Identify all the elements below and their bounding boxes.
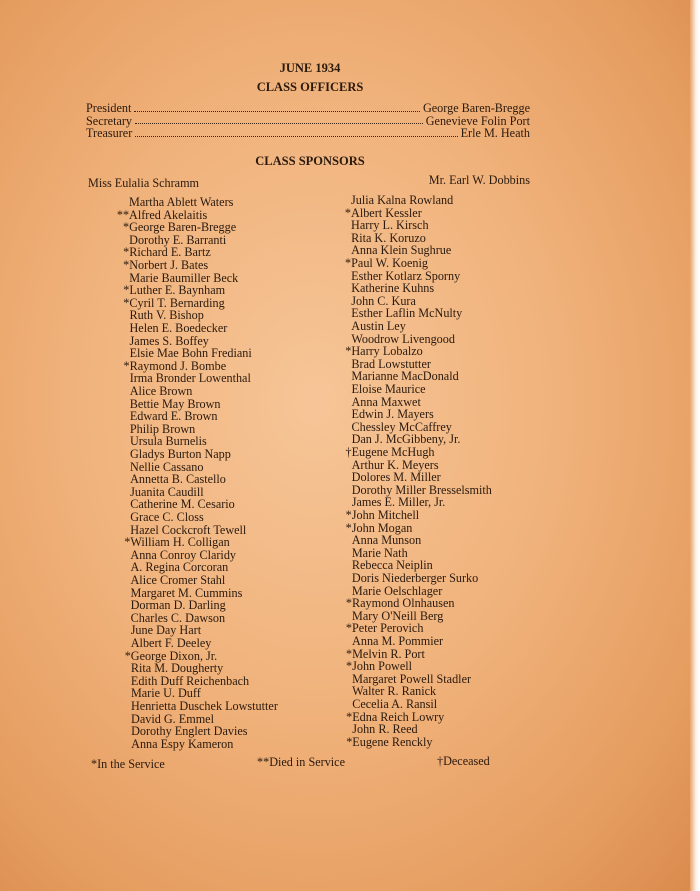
status-mark: † <box>345 445 352 459</box>
person-name: Rita M. Dougherty <box>130 661 224 676</box>
person-name: Peter Perovich <box>352 621 424 636</box>
person-name: Anna Klein Sughrue <box>351 243 452 258</box>
person-name: Rebecca Neiplin <box>351 558 433 573</box>
name-entry <box>131 738 233 751</box>
person-name: Katherine Kuhns <box>351 281 435 296</box>
person-name: Richard E. Bartz <box>129 245 211 260</box>
person-name: Marie Oelschlager <box>351 583 443 598</box>
person-name: Marie Baumiller Beck <box>129 270 239 285</box>
person-name: William H. Colligan <box>130 535 230 550</box>
person-name: Marianne MacDonald <box>351 369 459 384</box>
officer-treasurer <box>86 127 530 140</box>
person-name: Luther E. Baynham <box>129 283 226 298</box>
person-name: Albert F. Deeley <box>130 636 212 650</box>
officer-role: President <box>86 101 132 115</box>
date-heading: JUNE 1934 <box>279 61 341 75</box>
person-name: Hazel Cockcroft Tewell <box>130 522 247 537</box>
person-name: Ursula Burnelis <box>129 434 207 449</box>
person-name: Marie Nath <box>351 545 408 560</box>
status-mark: * <box>123 245 130 260</box>
person-name: Raymond Olnhausen <box>351 596 455 611</box>
person-name: Walter R. Ranick <box>352 684 437 699</box>
legend-in-service: *In the Service <box>91 757 165 771</box>
person-name: June Day Hart <box>130 623 202 638</box>
person-name: Philip Brown <box>129 421 196 436</box>
status-mark: * <box>346 709 353 724</box>
person-name: Mary O'Neill Berg <box>351 608 444 623</box>
person-name: Esther Laflin McNulty <box>351 306 463 321</box>
person-name: James E. Miller, Jr. <box>351 495 446 510</box>
name-entry <box>346 734 433 749</box>
person-name: Irma Bronder Lowenthal <box>129 371 251 386</box>
person-name: Harry Lobalzo <box>351 344 423 359</box>
sponsors-heading: CLASS SPONSORS <box>255 154 365 168</box>
person-name: Melvin R. Port <box>352 646 425 661</box>
person-name: Nellie Cassano <box>130 459 204 474</box>
person-name: Edwin J. Mayers <box>351 407 434 422</box>
page-edge <box>690 0 700 891</box>
person-name: Dorman D. Darling <box>130 598 226 613</box>
person-name: Anna Munson <box>351 533 422 548</box>
person-name: John R. Reed <box>352 722 418 737</box>
status-mark: ** <box>116 207 130 222</box>
person-name: A. Regina Corcoran <box>130 560 229 575</box>
status-mark: * <box>123 220 130 235</box>
status-mark: * <box>345 621 353 636</box>
person-name: Henrietta Duschek Lowstutter <box>131 699 278 713</box>
person-name: Charles C. Dawson <box>130 610 226 625</box>
person-name: Eugene McHugh <box>351 445 435 459</box>
person-name: Rita K. Koruzo <box>351 230 426 245</box>
person-name: David G. Emmel <box>131 711 214 726</box>
person-name: Margaret Powell Stadler <box>352 671 472 686</box>
person-name: Bettie May Brown <box>129 396 221 411</box>
person-name: Doris Niederberger Surko <box>351 571 479 585</box>
person-name: John Powell <box>352 659 413 674</box>
person-name: Juanita Caudill <box>130 484 204 499</box>
person-name: John C. Kura <box>351 293 416 308</box>
person-name: Brad Lowstutter <box>351 356 431 371</box>
status-mark: * <box>346 734 353 749</box>
person-name: Dorothy Englert Davies <box>131 724 248 739</box>
person-name: Alfred Akelaitis <box>129 207 208 222</box>
person-name: Norbert J. Bates <box>129 258 209 272</box>
status-mark: * <box>123 295 130 310</box>
person-name: Grace C. Closs <box>130 510 204 524</box>
status-mark: * <box>345 596 352 611</box>
person-name: Dorothy Miller Bresselsmith <box>351 482 492 497</box>
person-name: Edna Reich Lowry <box>352 709 445 724</box>
status-mark: * <box>345 520 352 535</box>
person-name: Dan J. McGibbeny, Jr. <box>351 432 461 447</box>
officer-name: George Baren-Bregge <box>422 101 530 115</box>
person-name: John Mitchell <box>351 508 420 522</box>
person-name: Anna Maxwet <box>351 394 421 409</box>
person-name: John Mogan <box>351 520 413 535</box>
person-name: Martha Ablett Waters <box>129 195 234 209</box>
status-mark: * <box>346 659 353 674</box>
person-name: Ruth V. Bishop <box>129 308 204 323</box>
status-mark: * <box>345 256 352 270</box>
officer-role: Secretary <box>86 113 133 128</box>
officer-role: Treasurer <box>86 126 133 140</box>
person-name: Annetta B. Castello <box>130 472 226 487</box>
person-name: Gladys Burton Napp <box>130 447 231 461</box>
person-name: Eloise Maurice <box>351 382 426 396</box>
legend-died-in-service: **Died in Service <box>257 755 345 769</box>
person-name: Albert Kessler <box>351 205 422 220</box>
person-name: Helen E. Boedecker <box>129 321 228 335</box>
sponsor-right: Mr. Earl W. Dobbins <box>428 173 530 187</box>
person-name: Marie U. Duff <box>130 686 201 701</box>
person-name: George Baren-Bregge <box>129 220 237 235</box>
person-name: Margaret M. Cummins <box>130 585 243 600</box>
person-name: Alice Brown <box>129 384 193 398</box>
status-mark: * <box>344 205 352 220</box>
officer-president <box>86 102 530 115</box>
person-name: Esther Kotlarz Sporny <box>351 268 461 283</box>
person-name: Harry L. Kirsch <box>351 218 429 233</box>
person-name: Woodrow Livengood <box>351 331 455 346</box>
person-name: Catherine M. Cesario <box>130 497 235 512</box>
person-name: Arthur K. Meyers <box>351 457 439 472</box>
person-name: Elsie Mae Bohn Frediani <box>129 346 252 361</box>
status-mark: * <box>124 648 131 663</box>
person-name: Edith Duff Reichenbach <box>130 673 250 688</box>
legend-deceased: †Deceased <box>437 754 490 768</box>
status-mark: * <box>123 258 130 272</box>
sponsor-left: Miss Eulalia Schramm <box>88 176 200 190</box>
person-name: Cyril T. Bernarding <box>129 295 225 310</box>
status-mark: * <box>345 646 353 661</box>
person-name: Raymond J. Bombe <box>129 358 227 373</box>
officers-heading: CLASS OFFICERS <box>256 80 364 94</box>
person-name: Dolores M. Miller <box>351 470 441 485</box>
person-name: Paul W. Koenig <box>351 256 428 270</box>
status-mark: * <box>345 508 352 522</box>
person-name: Anna Conroy Claridy <box>130 547 237 562</box>
person-name: Alice Cromer Stahl <box>130 573 226 587</box>
person-name: James S. Boffey <box>129 333 209 348</box>
person-name: Austin Ley <box>351 319 406 333</box>
person-name: Eugene Renckly <box>352 734 433 749</box>
person-name: Julia Kalna Rowland <box>351 193 454 207</box>
status-mark: * <box>345 344 352 359</box>
person-name: Edward E. Brown <box>129 409 218 424</box>
person-name: George Dixon, Jr. <box>130 648 218 663</box>
status-mark: * <box>123 358 130 373</box>
officer-name: Genevieve Folin Port <box>425 113 530 128</box>
officer-name: Erle M. Heath <box>460 126 530 140</box>
person-name: Anna Espy Kameron <box>131 736 234 751</box>
status-mark: * <box>124 535 131 550</box>
status-mark: * <box>123 283 130 298</box>
person-name: Anna M. Pommier <box>352 634 444 648</box>
person-name: Cecelia A. Ransil <box>352 697 438 711</box>
person-name: Dorothy E. Barranti <box>129 232 227 247</box>
person-name: Chessley McCaffrey <box>351 419 452 434</box>
